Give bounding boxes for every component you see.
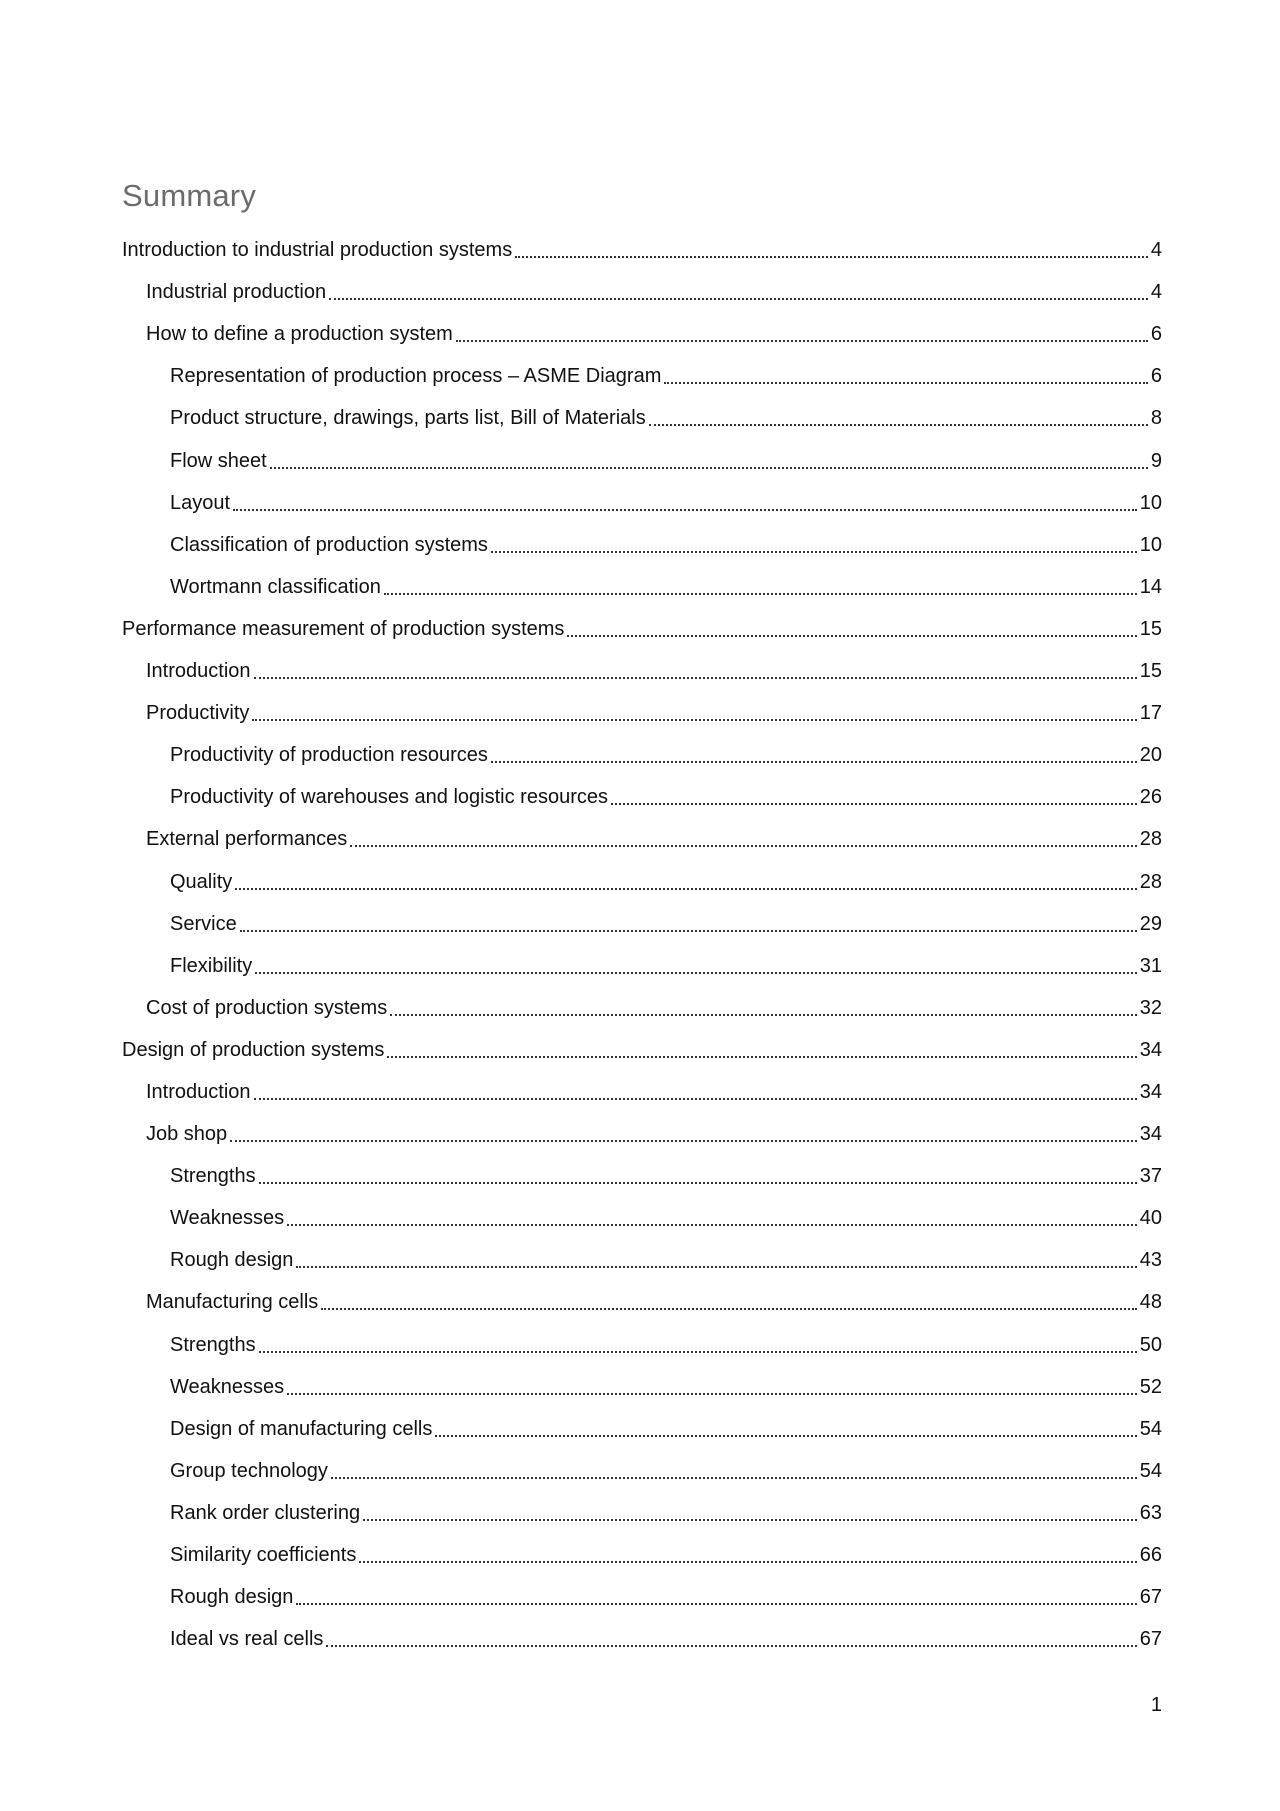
toc-entry-title: Quality	[170, 870, 233, 893]
toc-entry-title: Ideal vs real cells	[170, 1628, 324, 1651]
toc-entry-page: 28	[1139, 828, 1162, 851]
toc-dot-leader	[240, 930, 1137, 932]
toc-entry-title: Industrial production	[146, 281, 327, 304]
toc-entry-title: Layout	[170, 491, 231, 514]
toc-dot-leader	[435, 1435, 1136, 1437]
toc-entry-title: Rough design	[170, 1249, 294, 1272]
toc-entry-title: Introduction	[146, 660, 251, 683]
toc-entry[interactable]	[122, 1190, 1162, 1232]
toc-entry-title: Performance measurement of production systems	[122, 617, 565, 640]
toc-entry-title: Cost of production systems	[146, 996, 388, 1019]
toc-entry-page: 43	[1139, 1249, 1162, 1272]
toc-dot-leader	[456, 340, 1148, 342]
toc-entry-title: Product structure, drawings, parts list, Bill of Materials	[170, 407, 646, 430]
toc-entry[interactable]	[122, 1022, 1162, 1064]
toc-entry-page: 40	[1139, 1207, 1162, 1230]
toc-entry-title: Classification of production systems	[170, 533, 488, 556]
toc-entry[interactable]	[122, 1232, 1162, 1274]
toc-entry[interactable]	[122, 432, 1162, 474]
toc-entry-title: Rough design	[170, 1586, 294, 1609]
toc-entry-title: Strengths	[170, 1165, 256, 1188]
toc-entry-title: Service	[170, 912, 237, 935]
toc-entry-title: Wortmann classification	[170, 575, 381, 598]
toc-entry-title: Introduction to industrial production systems	[122, 239, 513, 262]
toc-entry-page: 67	[1139, 1586, 1162, 1609]
toc-entry-page: 4	[1150, 239, 1162, 262]
toc-entry-page: 10	[1139, 533, 1162, 556]
toc-entry[interactable]	[122, 264, 1162, 306]
toc-entry-page: 54	[1139, 1417, 1162, 1440]
toc-entry[interactable]	[122, 1611, 1162, 1653]
toc-entry-title: Strengths	[170, 1333, 256, 1356]
toc-dot-leader	[287, 1393, 1137, 1395]
toc-entry-page: 17	[1139, 702, 1162, 725]
toc-dot-leader	[363, 1519, 1137, 1521]
toc-dot-leader	[296, 1266, 1136, 1268]
toc-dot-leader	[329, 298, 1148, 300]
toc-dot-leader	[567, 635, 1136, 637]
toc-entry-title: Group technology	[170, 1459, 328, 1482]
toc-entry-page: 34	[1139, 1123, 1162, 1146]
toc-entry[interactable]	[122, 222, 1162, 264]
toc-entry-title: Productivity of warehouses and logistic resources	[170, 786, 608, 809]
toc-entry-title: Introduction	[146, 1080, 251, 1103]
toc-entry-title: Flow sheet	[170, 449, 267, 472]
toc-entry[interactable]	[122, 853, 1162, 895]
toc-dot-leader	[390, 1014, 1137, 1016]
toc-dot-leader	[350, 845, 1137, 847]
page-title: Summary	[122, 178, 257, 213]
toc-entry[interactable]	[122, 601, 1162, 643]
toc-entry-title: Productivity of production resources	[170, 744, 488, 767]
toc-dot-leader	[515, 256, 1148, 258]
toc-entry[interactable]	[122, 1569, 1162, 1611]
toc-dot-leader	[259, 1182, 1137, 1184]
toc-dot-leader	[233, 509, 1137, 511]
toc-dot-leader	[235, 888, 1137, 890]
toc-dot-leader	[359, 1561, 1136, 1563]
toc-dot-leader	[664, 382, 1148, 384]
toc-entry[interactable]	[122, 1106, 1162, 1148]
toc-entry-page: 48	[1139, 1291, 1162, 1314]
toc-dot-leader	[230, 1140, 1137, 1142]
toc-dot-leader	[384, 593, 1137, 595]
toc-entry[interactable]	[122, 811, 1162, 853]
toc-entry-page: 20	[1139, 744, 1162, 767]
toc-entry-page: 52	[1139, 1375, 1162, 1398]
toc-entry-title: External performances	[146, 828, 348, 851]
toc-entry[interactable]	[122, 643, 1162, 685]
toc-entry-page: 6	[1150, 323, 1162, 346]
toc-entry-page: 34	[1139, 1080, 1162, 1103]
toc-entry[interactable]	[122, 475, 1162, 517]
toc-entry-page: 28	[1139, 870, 1162, 893]
toc-entry-page: 37	[1139, 1165, 1162, 1188]
toc-dot-leader	[611, 803, 1137, 805]
toc-entry-page: 9	[1150, 449, 1162, 472]
toc-entry-page: 50	[1139, 1333, 1162, 1356]
toc-entry-title: Rank order clustering	[170, 1501, 361, 1524]
toc-entry-page: 63	[1139, 1501, 1162, 1524]
toc-entry-page: 34	[1139, 1038, 1162, 1061]
toc-entry[interactable]	[122, 980, 1162, 1022]
toc-entry[interactable]	[122, 1316, 1162, 1358]
toc-entry-title: Weaknesses	[170, 1207, 285, 1230]
toc-entry-page: 4	[1150, 281, 1162, 304]
toc-entry[interactable]	[122, 306, 1162, 348]
toc-dot-leader	[254, 677, 1137, 679]
toc-entry-page: 66	[1139, 1544, 1162, 1566]
toc-entry-page: 31	[1139, 954, 1162, 977]
toc-entry[interactable]	[122, 559, 1162, 601]
toc-dot-leader	[259, 1351, 1137, 1353]
toc-dot-leader	[649, 424, 1148, 426]
toc-dot-leader	[331, 1477, 1137, 1479]
toc-dot-leader	[287, 1224, 1137, 1226]
toc-entry[interactable]	[122, 685, 1162, 727]
toc-entry-title: Flexibility	[170, 954, 253, 977]
toc-entry[interactable]	[122, 769, 1162, 811]
toc-entry[interactable]	[122, 1485, 1162, 1527]
table-of-contents	[122, 222, 1162, 1653]
toc-entry-title: Productivity	[146, 702, 250, 725]
toc-entry-page: 15	[1139, 617, 1162, 640]
toc-dot-leader	[255, 972, 1137, 974]
toc-dot-leader	[387, 1056, 1136, 1058]
toc-entry-title: How to define a production system	[146, 323, 453, 346]
toc-dot-leader	[254, 1098, 1137, 1100]
toc-entry-title: Job shop	[146, 1123, 228, 1146]
toc-entry-title: Representation of production process – ASME Diagram	[170, 365, 662, 388]
toc-dot-leader	[326, 1645, 1136, 1647]
toc-entry[interactable]	[122, 1274, 1162, 1316]
toc-entry-page: 26	[1139, 786, 1162, 809]
toc-entry-page: 54	[1139, 1459, 1162, 1482]
toc-entry-page: 14	[1139, 575, 1162, 598]
page-number: 1	[1150, 1694, 1162, 1716]
toc-entry[interactable]	[122, 390, 1162, 432]
toc-entry[interactable]	[122, 1064, 1162, 1106]
toc-entry-title: Similarity coefficients	[170, 1544, 357, 1566]
toc-entry-page: 32	[1139, 996, 1162, 1019]
toc-entry[interactable]	[122, 1401, 1162, 1443]
toc-entry-page: 6	[1150, 365, 1162, 388]
toc-entry[interactable]	[122, 517, 1162, 559]
toc-entry[interactable]	[122, 727, 1162, 769]
toc-entry-page: 10	[1139, 491, 1162, 514]
toc-entry[interactable]	[122, 1527, 1162, 1569]
toc-entry-page: 15	[1139, 660, 1162, 683]
toc-entry-page: 67	[1139, 1628, 1162, 1651]
toc-entry[interactable]	[122, 896, 1162, 938]
toc-entry-title: Design of manufacturing cells	[170, 1417, 433, 1440]
toc-entry[interactable]	[122, 938, 1162, 980]
toc-entry[interactable]	[122, 348, 1162, 390]
toc-entry[interactable]	[122, 1443, 1162, 1485]
toc-entry-title: Manufacturing cells	[146, 1291, 319, 1314]
toc-entry-title: Design of production systems	[122, 1038, 385, 1061]
toc-dot-leader	[491, 761, 1137, 763]
toc-dot-leader	[296, 1603, 1136, 1605]
toc-entry-title: Weaknesses	[170, 1375, 285, 1398]
toc-dot-leader	[252, 719, 1136, 721]
toc-dot-leader	[270, 467, 1148, 469]
toc-dot-leader	[491, 551, 1137, 553]
toc-entry[interactable]	[122, 1359, 1162, 1401]
toc-entry[interactable]	[122, 1148, 1162, 1190]
toc-dot-leader	[321, 1308, 1136, 1310]
toc-entry-page: 8	[1150, 407, 1162, 430]
toc-entry-page: 29	[1139, 912, 1162, 935]
